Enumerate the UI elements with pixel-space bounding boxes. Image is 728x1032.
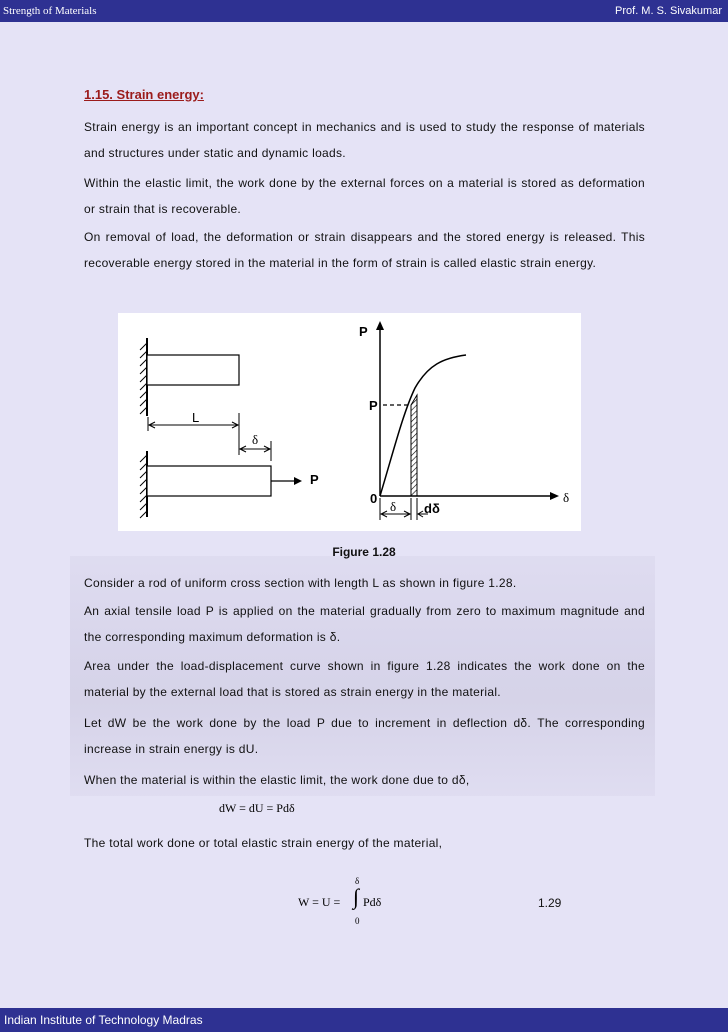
equation-number: 1.29 [538, 896, 562, 910]
integrand: Pdδ [363, 895, 382, 909]
paragraph-work-done: Let dW be the work done by the load P due to increment in deflection dδ. The corresponding increase in strain energy is dU. [84, 716, 645, 756]
x-ddelta-label: dδ [424, 501, 440, 516]
x-dimensions [380, 498, 428, 520]
top-wall [140, 338, 147, 416]
paragraph-intro: Strain energy is an important concept in mechanics and is used to study the response of materials and structures under static and dynamic loads. [84, 120, 645, 160]
axis-y-label: P [359, 324, 368, 339]
paragraph-elastic-limit: Within the elastic limit, the work done by the external forces on a material is stored as deformation or strain that is recoverable. [84, 176, 645, 216]
graph-axes [376, 321, 559, 500]
figure-caption: Figure 1.28 [332, 545, 396, 559]
axis-x-label: δ [563, 490, 570, 505]
figure-diagram [118, 313, 581, 531]
integral-sign: ∫ [353, 884, 360, 909]
bottom-wall [140, 451, 147, 518]
p-level-label: P [369, 398, 378, 413]
integral-lower: 0 [355, 916, 360, 926]
figure-1-28 [118, 313, 581, 531]
rod-loaded [147, 466, 271, 496]
section-title: 1.15. Strain energy: [84, 87, 204, 102]
paragraph-area-under-curve: Area under the load-displacement curve shown in figure 1.28 indicates the work done on the material by the external load that is stored as strain energy in the material. [84, 659, 645, 699]
load-displacement-curve [380, 355, 466, 496]
equation-dw: dW = dU = Pdδ [219, 801, 295, 815]
rod-unloaded [147, 355, 239, 385]
header-book-title: Strength of Materials [3, 5, 97, 17]
paragraph-removal-load: On removal of load, the deformation or strain disappears and the stored energy is released. This recoverable energy stored in the material in the form of strain is called elastic strain energy. [84, 230, 645, 270]
equation-lhs: W = U = [298, 895, 341, 909]
origin-label: 0 [370, 491, 378, 506]
paragraph-total-work: The total work done or total elastic strain energy of the material, [84, 836, 443, 850]
page-header [0, 0, 728, 22]
length-label: L [192, 410, 200, 425]
page-footer [0, 1008, 728, 1032]
paragraph-consider-rod: Consider a rod of uniform cross section with length L as shown in figure 1.28. [84, 576, 517, 590]
load-label: P [310, 472, 319, 487]
header-author: Prof. M. S. Sivakumar [615, 5, 722, 17]
paragraph-elastic-work: When the material is within the elastic limit, the work done due to dδ, [84, 773, 470, 787]
integral-upper: δ [355, 876, 360, 886]
load-arrow [271, 477, 302, 485]
x-delta-label: δ [390, 499, 397, 514]
paragraph-axial-load: An axial tensile load P is applied on the material gradually from zero to maximum magnitude and the corresponding maximum deformation is δ. [84, 604, 645, 644]
delta-label: δ [252, 432, 259, 447]
equation-integral [298, 876, 418, 928]
footer-institute: Indian Institute of Technology Madras [4, 1013, 203, 1027]
hatched-strip [411, 395, 417, 496]
